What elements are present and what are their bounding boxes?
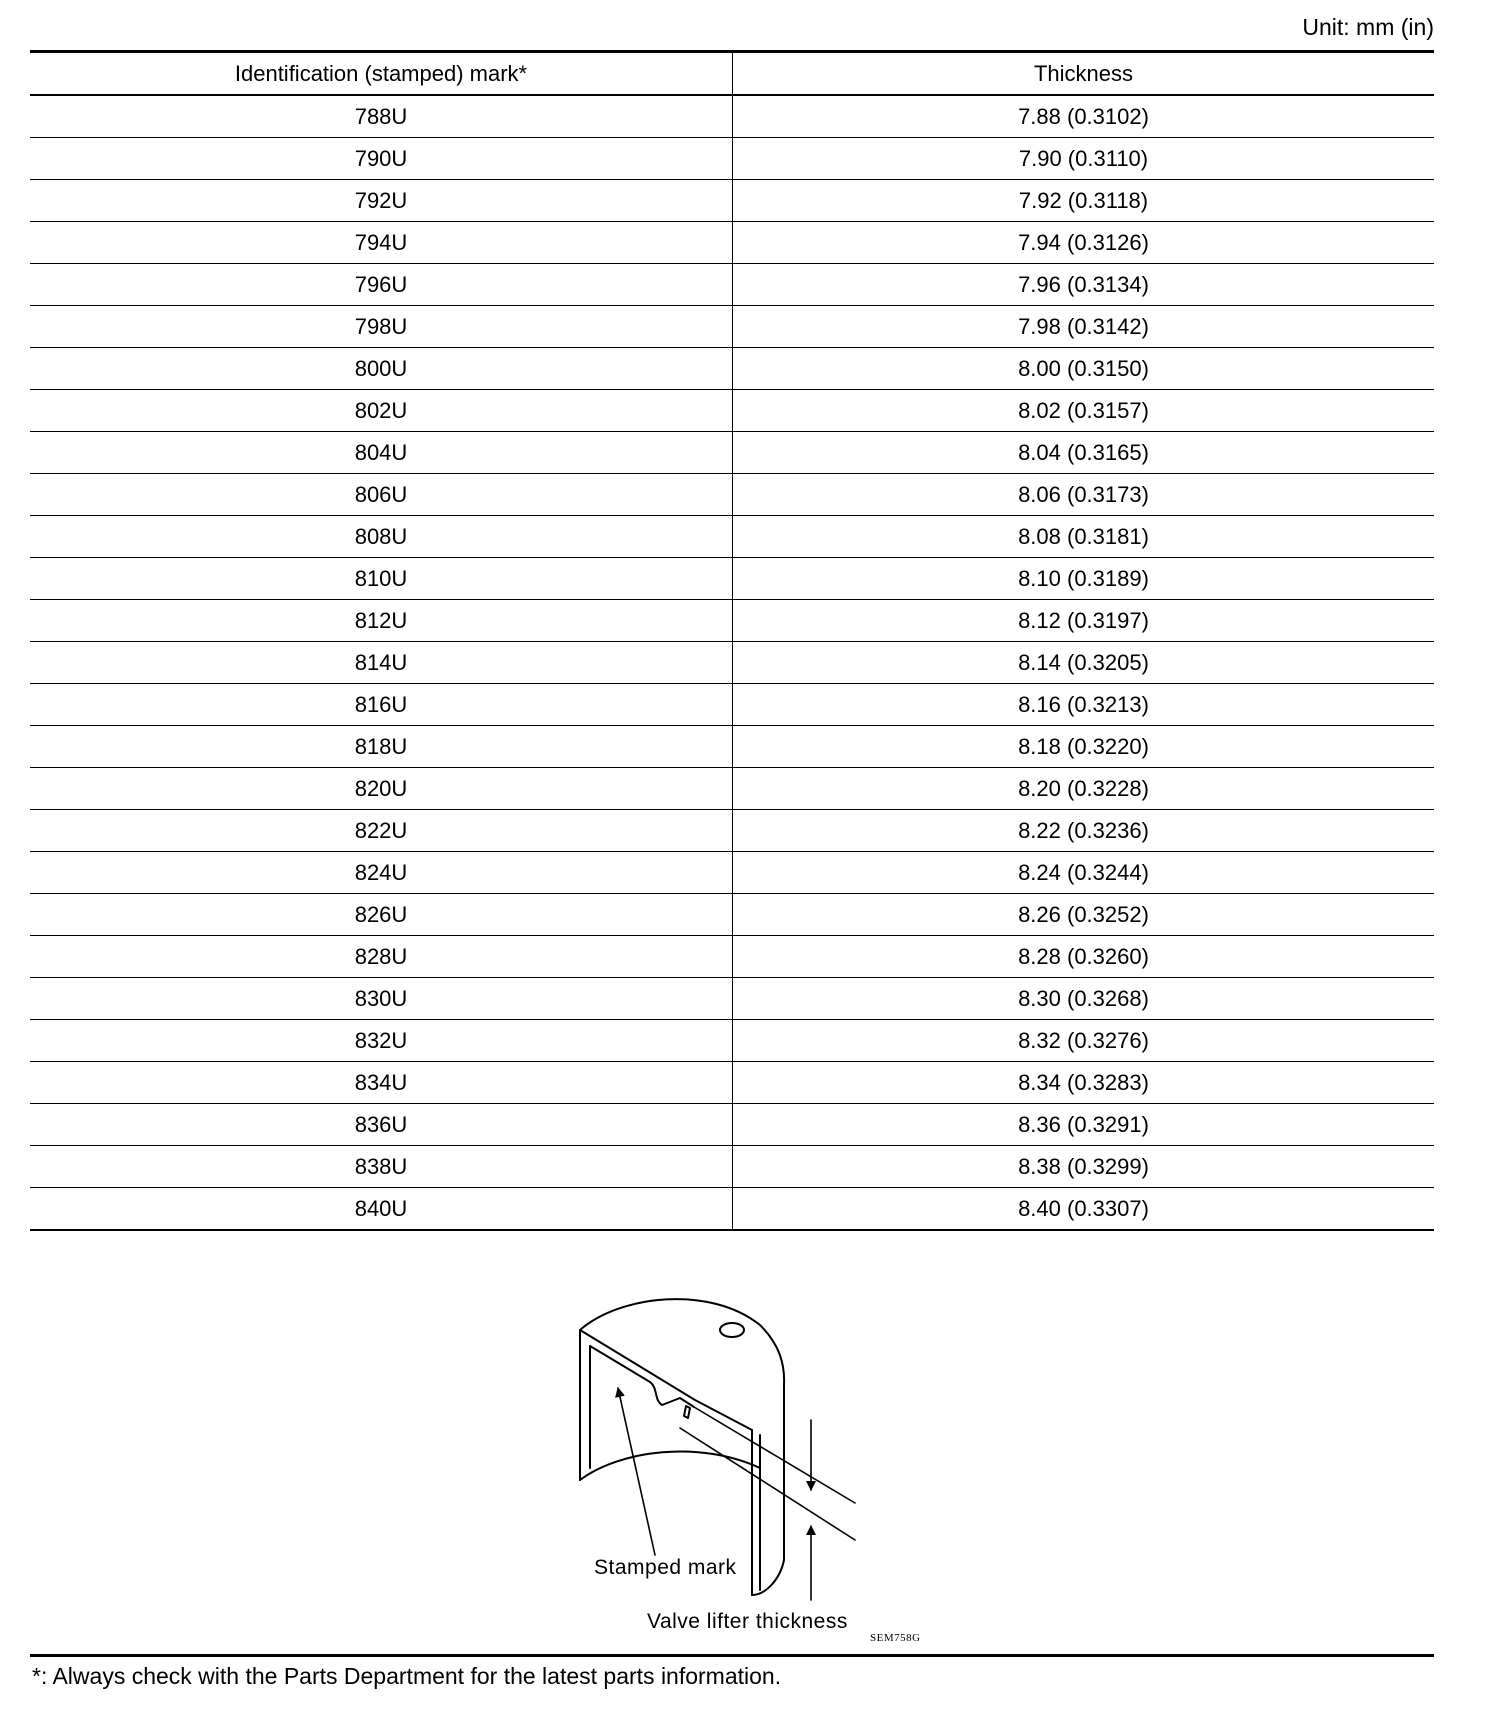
table-header-row	[30, 52, 1434, 96]
cell-thickness: 8.34 (0.3283)	[733, 1062, 1435, 1104]
top-face-rim	[580, 1299, 784, 1385]
table-row	[30, 978, 1434, 1020]
cell-thickness: 8.22 (0.3236)	[733, 810, 1435, 852]
valve-lifter-illustration	[560, 1290, 940, 1650]
cell-mark: 830U	[30, 978, 733, 1020]
table-row	[30, 264, 1434, 306]
table-row	[30, 1020, 1434, 1062]
cell-thickness: 8.40 (0.3307)	[733, 1188, 1435, 1231]
cell-mark: 800U	[30, 348, 733, 390]
figure-code: SEM758G	[870, 1632, 921, 1644]
cell-thickness: 8.04 (0.3165)	[733, 432, 1435, 474]
table-row	[30, 558, 1434, 600]
top-face-edge	[580, 1330, 752, 1430]
cell-thickness: 8.14 (0.3205)	[733, 642, 1435, 684]
cell-thickness: 8.24 (0.3244)	[733, 852, 1435, 894]
cell-mark: 826U	[30, 894, 733, 936]
top-inner-edge	[590, 1346, 650, 1382]
cell-thickness: 7.98 (0.3142)	[733, 306, 1435, 348]
header-thickness: Thickness	[733, 52, 1435, 96]
cell-mark: 802U	[30, 390, 733, 432]
table-row	[30, 1104, 1434, 1146]
bottom-curve	[580, 1451, 760, 1480]
cell-mark: 814U	[30, 642, 733, 684]
cell-thickness: 8.00 (0.3150)	[733, 348, 1435, 390]
unit-label: Unit: mm (in)	[1302, 14, 1434, 40]
cell-mark: 816U	[30, 684, 733, 726]
cell-thickness: 8.10 (0.3189)	[733, 558, 1435, 600]
cell-mark: 822U	[30, 810, 733, 852]
table-row	[30, 936, 1434, 978]
valve-lifter-thickness-label: Valve lifter thickness	[647, 1610, 848, 1633]
cell-mark: 798U	[30, 306, 733, 348]
top-hole	[720, 1323, 744, 1337]
cell-mark: 820U	[30, 768, 733, 810]
table-row	[30, 306, 1434, 348]
cell-mark: 794U	[30, 222, 733, 264]
cell-thickness: 7.90 (0.3110)	[733, 138, 1435, 180]
cell-mark: 810U	[30, 558, 733, 600]
cell-mark: 806U	[30, 474, 733, 516]
cell-thickness: 8.08 (0.3181)	[733, 516, 1435, 558]
cell-thickness: 7.88 (0.3102)	[733, 95, 1435, 138]
cell-mark: 796U	[30, 264, 733, 306]
thickness-table	[30, 50, 1434, 1231]
footnote: *: Always check with the Parts Department for the latest parts information.	[32, 1663, 782, 1689]
table-row	[30, 1188, 1434, 1231]
right-side	[752, 1385, 784, 1595]
table-row	[30, 516, 1434, 558]
table-row	[30, 1062, 1434, 1104]
cell-mark: 834U	[30, 1062, 733, 1104]
table-row	[30, 1146, 1434, 1188]
bottom-rule	[30, 1654, 1434, 1657]
table-row	[30, 600, 1434, 642]
cell-thickness: 8.36 (0.3291)	[733, 1104, 1435, 1146]
cell-thickness: 8.12 (0.3197)	[733, 600, 1435, 642]
slot	[684, 1406, 690, 1418]
cell-thickness: 7.96 (0.3134)	[733, 264, 1435, 306]
cell-mark: 812U	[30, 600, 733, 642]
cell-thickness: 8.32 (0.3276)	[733, 1020, 1435, 1062]
stamped-mark-leader	[618, 1388, 655, 1555]
cell-mark: 836U	[30, 1104, 733, 1146]
cell-thickness: 8.20 (0.3228)	[733, 768, 1435, 810]
stamped-mark-label: Stamped mark	[594, 1556, 737, 1579]
cell-mark: 838U	[30, 1146, 733, 1188]
cell-thickness: 8.30 (0.3268)	[733, 978, 1435, 1020]
cell-mark: 828U	[30, 936, 733, 978]
table-row	[30, 95, 1434, 138]
cell-thickness: 8.02 (0.3157)	[733, 390, 1435, 432]
valve-lifter-figure	[560, 1290, 940, 1650]
table-row	[30, 474, 1434, 516]
table-row	[30, 894, 1434, 936]
table-row	[30, 726, 1434, 768]
cell-thickness: 7.94 (0.3126)	[733, 222, 1435, 264]
table-row	[30, 768, 1434, 810]
table-row	[30, 810, 1434, 852]
cell-mark: 840U	[30, 1188, 733, 1231]
cell-mark: 804U	[30, 432, 733, 474]
cell-mark: 832U	[30, 1020, 733, 1062]
cell-mark: 824U	[30, 852, 733, 894]
cell-thickness: 8.06 (0.3173)	[733, 474, 1435, 516]
cell-thickness: 7.92 (0.3118)	[733, 180, 1435, 222]
cell-mark: 792U	[30, 180, 733, 222]
table-row	[30, 432, 1434, 474]
cell-thickness: 8.38 (0.3299)	[733, 1146, 1435, 1188]
cell-mark: 788U	[30, 95, 733, 138]
header-mark: Identification (stamped) mark*	[30, 52, 733, 96]
extension-line-bottom	[680, 1428, 855, 1540]
table-row	[30, 684, 1434, 726]
table-row	[30, 222, 1434, 264]
cell-thickness: 8.18 (0.3220)	[733, 726, 1435, 768]
cell-mark: 808U	[30, 516, 733, 558]
table-row	[30, 852, 1434, 894]
cell-mark: 818U	[30, 726, 733, 768]
table-row	[30, 180, 1434, 222]
table-row	[30, 390, 1434, 432]
cell-thickness: 8.28 (0.3260)	[733, 936, 1435, 978]
cell-thickness: 8.16 (0.3213)	[733, 684, 1435, 726]
table-row	[30, 348, 1434, 390]
table-body	[30, 95, 1434, 1230]
cell-thickness: 8.26 (0.3252)	[733, 894, 1435, 936]
table-row	[30, 138, 1434, 180]
table-row	[30, 642, 1434, 684]
cell-mark: 790U	[30, 138, 733, 180]
